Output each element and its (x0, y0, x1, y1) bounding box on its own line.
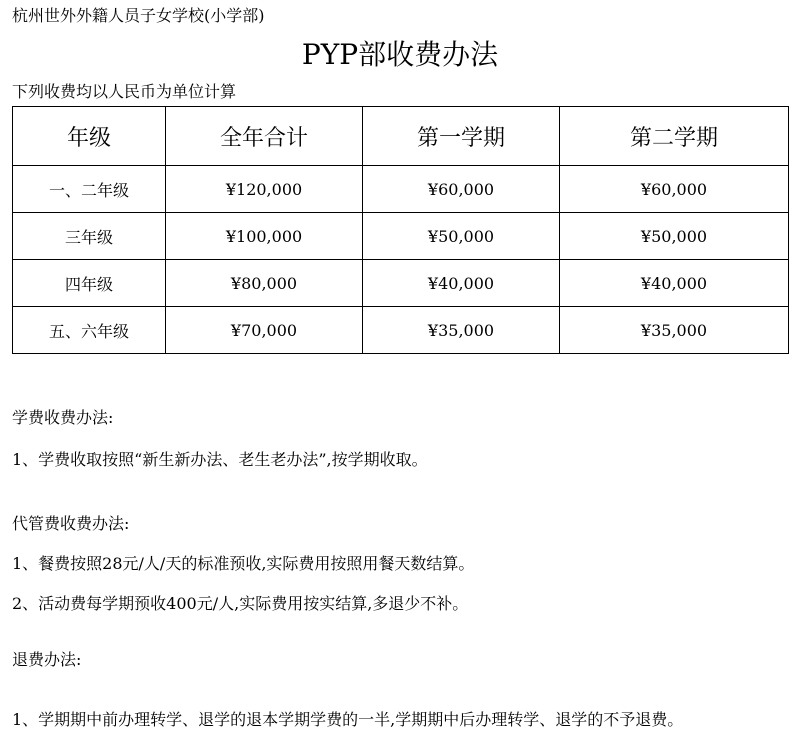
custody-fee-item: 2、活动费每学期预收400元/人,实际费用按实结算,多退少不补。 (12, 594, 469, 613)
grade-cell: 一、二年级 (13, 166, 166, 213)
currency-note: 下列收费均以人民币为单位计算 (12, 82, 237, 101)
column-header-second-semester: 第二学期 (560, 107, 789, 166)
school-name: 杭州世外外籍人员子女学校(小学部) (12, 6, 265, 25)
first-semester-cell: ¥60,000 (363, 166, 560, 213)
first-semester-cell: ¥35,000 (363, 307, 560, 354)
tuition-item: 1、学费收取按照“新生新办法、老生老办法”,按学期收取。 (12, 450, 428, 469)
tuition-heading: 学费收费办法: (12, 408, 114, 427)
fee-table (12, 106, 789, 354)
annual-total-cell: ¥80,000 (166, 260, 363, 307)
second-semester-cell: ¥35,000 (560, 307, 789, 354)
table-header-row (13, 107, 789, 166)
table-row (13, 260, 789, 307)
annual-total-cell: ¥120,000 (166, 166, 363, 213)
second-semester-cell: ¥50,000 (560, 213, 789, 260)
refund-heading: 退费办法: (12, 650, 82, 669)
column-header-annual-total: 全年合计 (166, 107, 363, 166)
annual-total-cell: ¥100,000 (166, 213, 363, 260)
first-semester-cell: ¥50,000 (363, 213, 560, 260)
table-row (13, 213, 789, 260)
page-title: PYP部收费办法 (301, 38, 499, 71)
grade-cell: 五、六年级 (13, 307, 166, 354)
second-semester-cell: ¥60,000 (560, 166, 789, 213)
custody-fee-item: 1、餐费按照28元/人/天的标准预收,实际费用按照用餐天数结算。 (12, 554, 475, 573)
second-semester-cell: ¥40,000 (560, 260, 789, 307)
column-header-first-semester: 第一学期 (363, 107, 560, 166)
table-row (13, 307, 789, 354)
refund-item: 1、学期期中前办理转学、退学的退本学期学费的一半,学期期中后办理转学、退学的不予退费。 (12, 710, 684, 729)
grade-cell: 四年级 (13, 260, 166, 307)
grade-cell: 三年级 (13, 213, 166, 260)
annual-total-cell: ¥70,000 (166, 307, 363, 354)
column-header-grade: 年级 (13, 107, 166, 166)
custody-fee-heading: 代管费收费办法: (12, 514, 130, 533)
table-row (13, 166, 789, 213)
first-semester-cell: ¥40,000 (363, 260, 560, 307)
